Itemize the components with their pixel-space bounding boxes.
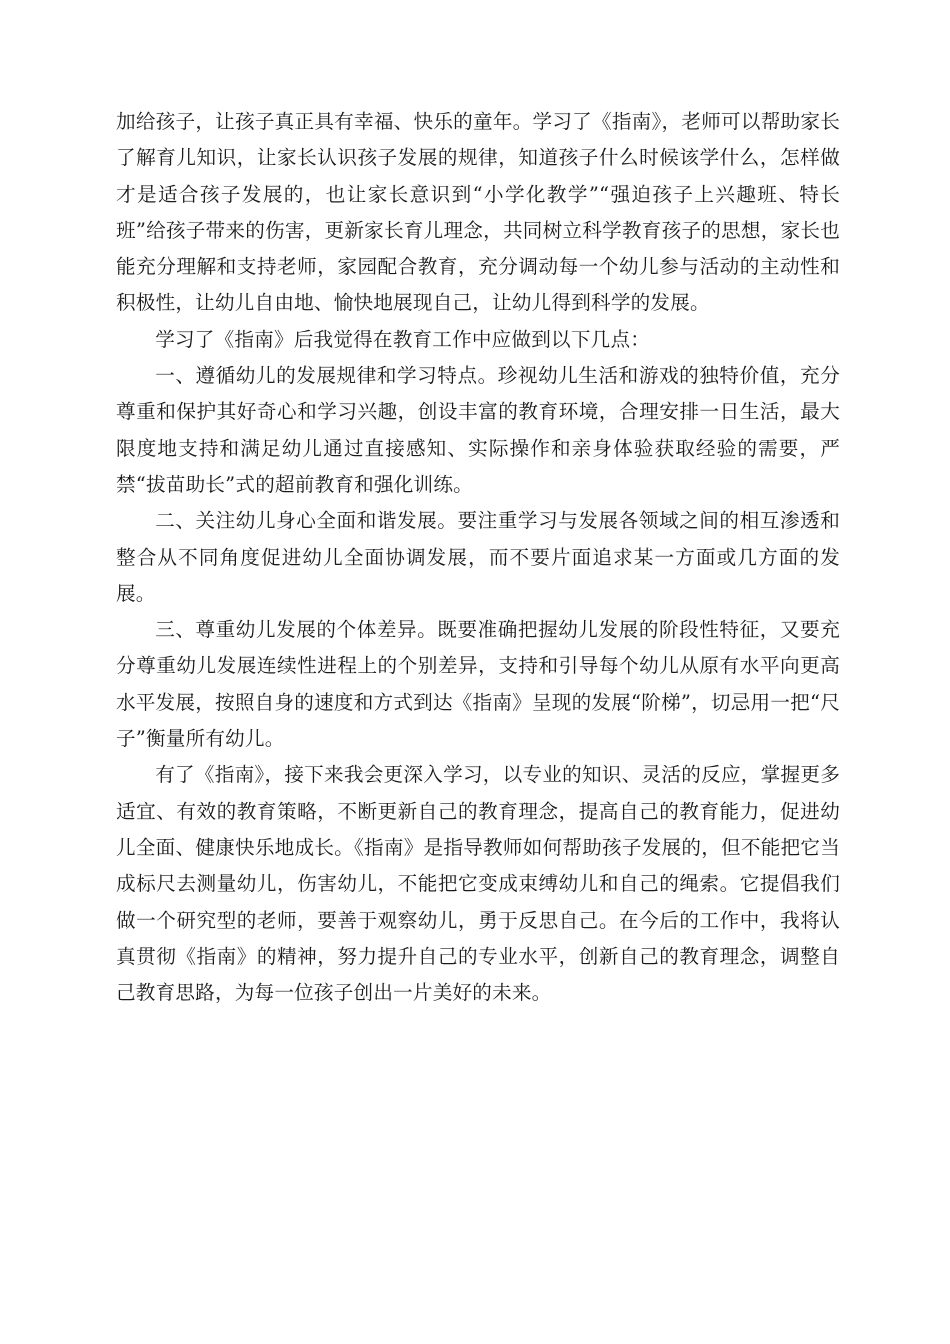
paragraph-intro-points: 学习了《指南》后我觉得在教育工作中应做到以下几点： bbox=[155, 327, 651, 351]
paragraph-conclusion: 有了《指南》，接下来我会更深入学习，以专业的知识、灵活的反应，掌握更多适宜、有效的教育策略，不断更新自己的教育理念，提高自己的教育能力，促进幼儿全面、健康快乐地成长。《指南》是指导教师如何帮助孩子发展的，但不能把它当成标尺去测量幼儿，伤害幼儿，不能把它变成束缚幼儿和自己的绳索。它提倡我们做一个研究型的老师，要善于观察幼儿，勇于反思自己。在今后的工作中，我将认真贯彻《指南》的精神，努力提升自己的专业水平，创新自己的教育理念，调整自己教育思路，为每一位孩子创出一片美好的未来。 bbox=[116, 763, 840, 1005]
paragraph-point-one: 一、遵循幼儿的发展规律和学习特点。珍视幼儿生活和游戏的独特价值，充分尊重和保护其好奇心和学习兴趣，创设丰富的教育环境，合理安排一日生活，最大限度地支持和满足幼儿通过直接感知、实际操作和亲身体验获取经验的需要，严禁“拔苗助长”式的超前教育和强化训练。 bbox=[116, 364, 840, 496]
paragraph-point-three: 三、尊重幼儿发展的个体差异。既要准确把握幼儿发展的阶段性特征，又要充分尊重幼儿发展连续性进程上的个别差异，支持和引导每个幼儿从原有水平向更高水平发展，按照自身的速度和方式到达《指南》呈现的发展“阶梯”，切忌用一把“尺子”衡量所有幼儿。 bbox=[116, 618, 840, 751]
paragraph-continuation: 加给孩子，让孩子真正具有幸福、快乐的童年。学习了《指南》，老师可以帮助家长了解育儿知识，让家长认识孩子发展的规律，知道孩子什么时候该学什么，怎样做才是适合孩子发展的，也让家长意识到“小学化教学”“强迫孩子上兴趣班、特长班”给孩子带来的伤害，更新家长育儿理念，共同树立科学教育孩子的思想，家长也能充分理解和支持老师，家园配合教育，充分调动每一个幼儿参与活动的主动性和积极性，让幼儿自由地、愉快地展现自己，让幼儿得到科学的发展。 bbox=[116, 110, 840, 315]
paragraph-point-two: 二、关注幼儿身心全面和谐发展。要注重学习与发展各领域之间的相互渗透和整合从不同角度促进幼儿全面协调发展，而不要片面追求某一方面或几方面的发展。 bbox=[116, 509, 840, 605]
document-body bbox=[116, 104, 840, 1011]
